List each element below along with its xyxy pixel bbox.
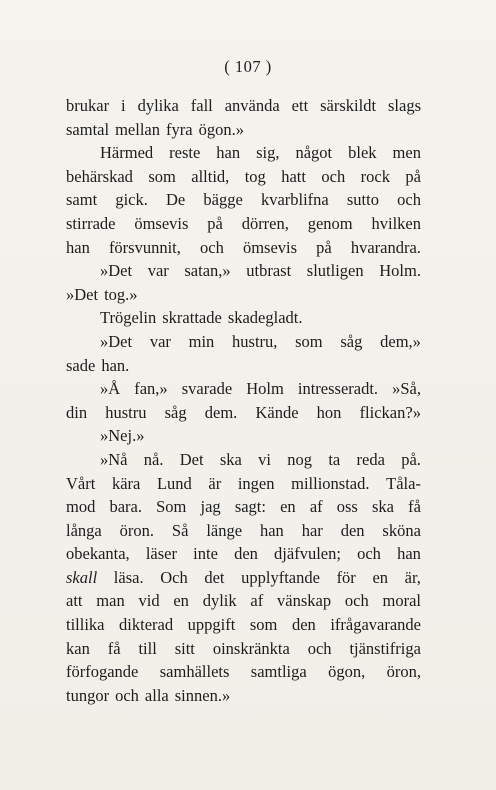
word: genom [307,213,353,233]
text-line [66,212,421,236]
word: sutto [346,190,379,210]
word: den [291,615,316,635]
word: mellan [115,119,160,139]
word: nog [287,449,313,469]
word: oss [336,497,358,517]
word: men [392,143,421,163]
word: moral [382,591,421,611]
word: hvilken [371,213,421,233]
word: oinskränkta [212,638,290,658]
text-line [66,377,421,401]
text-line [66,401,421,425]
word: samtliga [250,662,307,682]
word: en [173,591,189,611]
word: millionstad. [291,473,370,493]
text-line [66,589,421,613]
word: reda [356,449,385,469]
word: ögon, [328,662,366,682]
word: har [301,520,323,540]
word: och [115,685,139,705]
word: såg [340,331,363,351]
word: på [405,166,421,186]
word: sitt [174,638,195,658]
text-line [66,165,421,189]
word: mod [66,497,96,517]
word: Kände [255,402,299,422]
word: som [148,166,176,186]
word: ska [219,449,242,469]
word: af [309,497,323,517]
word: dem. [204,402,238,422]
word: för [336,567,356,587]
text-line [66,330,421,354]
word: och [397,190,421,210]
word: »Det [66,284,99,304]
word: blek [348,143,377,163]
word: han. [101,355,130,375]
word: djäfvulen; [274,544,341,564]
word: är [208,473,222,493]
word: Det [179,449,204,469]
word: skadegladt. [227,308,303,328]
text-line [66,259,421,283]
word: en [280,497,296,517]
word: Så [171,520,189,540]
word: särskildt [320,96,377,115]
word: min [188,331,215,351]
word: förfogande [66,662,139,682]
text-line [66,354,421,378]
word: vi [258,449,271,469]
word: svarade [181,379,233,399]
word: ta [328,449,341,469]
word: sagt: [234,497,266,517]
text-line [66,542,421,566]
word: och [200,237,224,257]
word: tillika [66,615,105,635]
body-text [66,94,421,707]
word: var [147,261,169,281]
word: han [66,237,90,257]
word: länge [206,520,243,540]
word: ömsevis [134,213,189,233]
word: samhällets [159,662,230,682]
word: var [149,331,171,351]
word: af [250,591,264,611]
word: vänskap [277,591,332,611]
word: kära [111,473,141,493]
page-number: ( 107 ) [224,57,272,76]
word: alla [144,685,169,705]
word: sinnen.» [174,685,231,705]
text-line [66,141,421,165]
word: ömsevis [242,237,298,257]
word: på. [401,449,421,469]
text-line [66,118,421,142]
word: obekanta, [66,544,130,564]
word: fan,» [134,379,168,399]
word: på [207,213,223,233]
word: »Så, [392,379,421,399]
word: jag [200,497,221,517]
word: är, [404,567,421,587]
word: Trögelin [100,308,157,328]
word: ingen [237,473,275,493]
word: och [344,591,369,611]
word: gick. [115,190,148,210]
word: stirrade [66,213,116,233]
word: inte [193,544,218,564]
word: Härmed [100,143,154,163]
word: Lund [156,473,192,493]
word: Holm. [379,261,421,281]
word: hustru, [232,331,278,351]
word: öron. [119,520,155,540]
text-line [66,495,421,519]
word: uppgift [187,615,236,635]
word: fall [190,96,213,115]
text-line [66,306,421,330]
word: skall [66,567,98,587]
word: utbrast [246,261,292,281]
word: »Å [100,379,121,399]
word: och [307,638,332,658]
word: De [166,190,186,210]
word: läser [145,544,177,564]
text-line [66,566,421,590]
text-line [66,448,421,472]
word: läsa. [113,567,144,587]
word: han [397,544,421,564]
word: försvunnit, [108,237,181,257]
word: »Det [100,261,133,281]
word: den [234,544,258,564]
text-line [66,94,421,118]
word: reste [169,143,201,163]
word: din [66,402,88,422]
word: hustru [105,402,147,422]
word: man [96,591,125,611]
word: som [249,615,278,635]
word: vid [138,591,160,611]
word: ska [371,497,394,517]
word: tungor [66,685,110,705]
word: Vårt [66,473,96,493]
word: den [340,520,365,540]
word: kvarblifna [260,190,329,210]
text-line [66,660,421,684]
word: tjänstifriga [349,638,421,658]
word: såg [164,402,187,422]
word: alltid, [191,166,230,186]
word: till [138,638,157,658]
word: som [295,331,323,351]
text-line [66,613,421,637]
word: slags [388,96,421,115]
text-line [66,519,421,543]
word: hatt [281,166,306,186]
word: och [321,166,346,186]
word: bägge [203,190,243,210]
word: få [408,497,421,517]
word: bara. [109,497,142,517]
word: något [295,143,333,163]
word: långa [66,520,102,540]
text-line [66,188,421,212]
text-line [66,472,421,496]
word: sköna [382,520,421,540]
word: hon [316,402,342,422]
word: dylik [202,591,237,611]
word: att [66,591,83,611]
word: i [121,96,126,115]
word: sade [66,355,96,375]
text-line [66,424,421,448]
word: han [259,520,284,540]
word: dikterad [119,615,174,635]
word: fyra [165,119,193,139]
word: Som [156,497,187,517]
word: ögon.» [198,119,244,139]
word: upplyftande [241,567,320,587]
word: han [216,143,241,163]
word: satan,» [184,261,231,281]
word: hvarandra. [350,237,421,257]
word: en [372,567,389,587]
word: dörren, [241,213,289,233]
word: ifrågavarande [330,615,421,635]
word: samtal [66,119,110,139]
text-line [66,283,421,307]
word: dem,» [380,331,421,351]
word: Tåla- [386,473,421,493]
word: »Nå [100,449,128,469]
word: flickan?» [359,402,421,422]
text-line [66,637,421,661]
word: öron, [386,662,421,682]
word: tog.» [104,284,138,304]
word: det [204,567,225,587]
word: tog [244,166,266,186]
word: behärskad [66,166,133,186]
word: nå. [143,449,164,469]
word: samt [66,190,98,210]
word: skrattade [162,308,222,328]
word: brukar [66,96,110,115]
word: få [107,638,121,658]
word: »Nej.» [100,426,145,446]
word: på [316,237,332,257]
word: »Det [100,331,133,351]
word: använda [224,96,280,115]
word: intresseradt. [297,379,379,399]
word: kan [66,638,90,658]
text-line [66,684,421,708]
word: Och [160,567,188,587]
text-line [66,236,421,260]
word: sig, [256,143,280,163]
word: dylika [137,96,179,115]
word: ett [291,96,309,115]
word: Holm [246,379,284,399]
word: och [357,544,381,564]
word: slutligen [306,261,364,281]
word: rock [360,166,390,186]
